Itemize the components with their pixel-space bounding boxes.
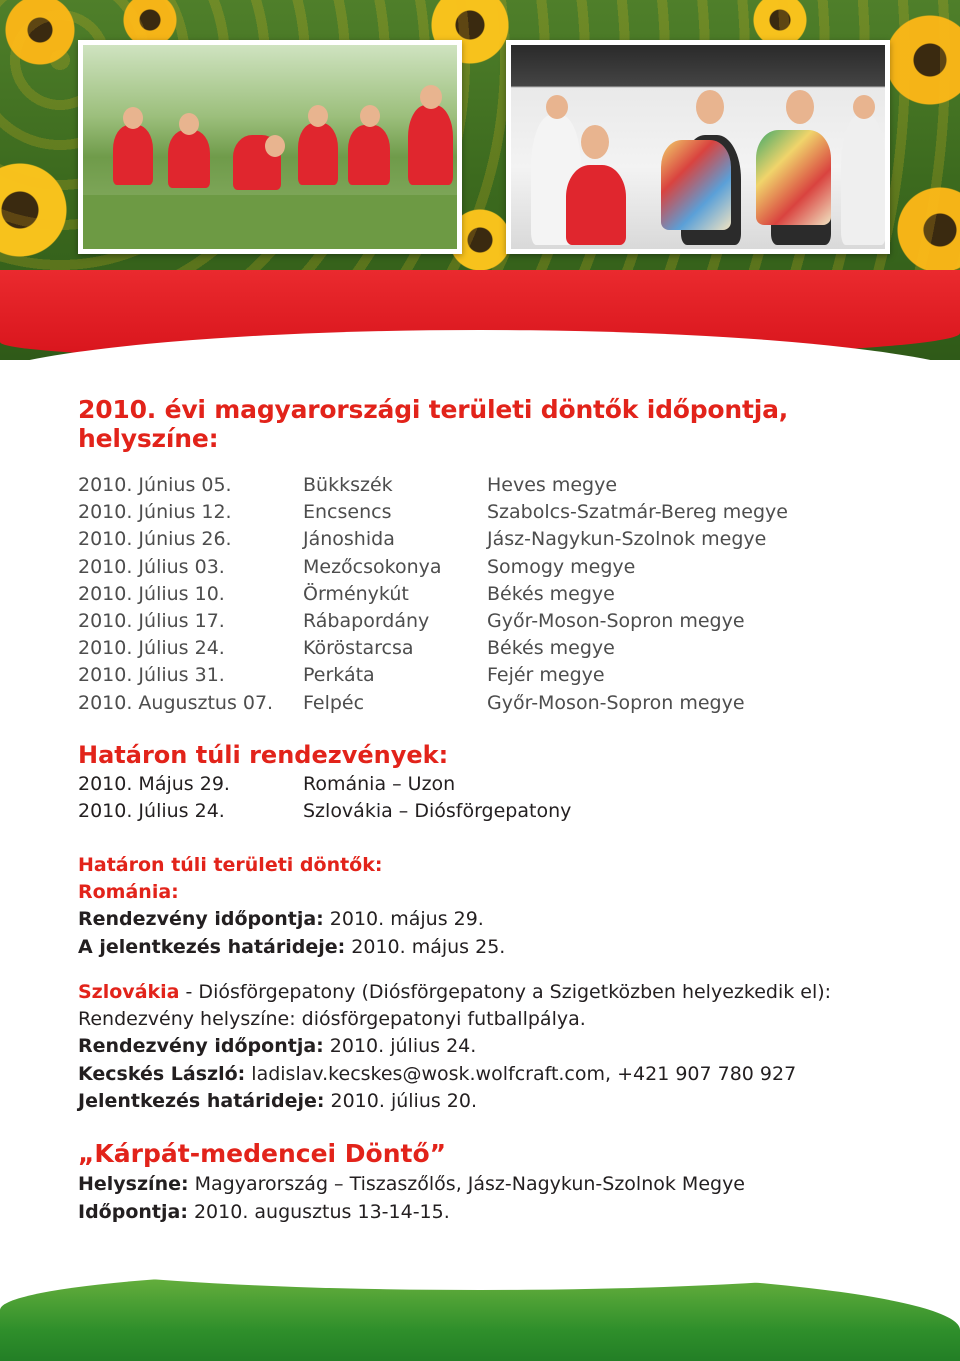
schedule-county: Győr-Moson-Sopron megye xyxy=(487,691,745,714)
final-date-value: 2010. augusztus 13-14-15. xyxy=(187,1200,450,1223)
schedule-row xyxy=(78,472,918,499)
slovakia-contact-label: Kecskés László: xyxy=(78,1062,246,1085)
schedule-date: 2010. Július 10. xyxy=(78,582,225,605)
slovakia-date-value: 2010. július 24. xyxy=(323,1035,477,1058)
photo-game-players xyxy=(78,40,462,254)
schedule-county: Somogy megye xyxy=(487,555,636,578)
schedule-date: 2010. Július 31. xyxy=(78,664,225,687)
final-section xyxy=(78,1171,918,1226)
slovakia-contact-value: ladislav.kecskes@wosk.wolfcraft.com, +421 907 780 927 xyxy=(245,1062,797,1085)
schedule-row xyxy=(78,662,918,689)
schedule-place: Jánoshida xyxy=(303,528,395,551)
schedule-county: Heves megye xyxy=(487,474,618,496)
final-venue-value: Magyarország – Tiszaszőlős, Jász-Nagykun-Szolnok Megye xyxy=(188,1173,745,1196)
schedule-county: Győr-Moson-Sopron megye xyxy=(487,609,745,632)
final-venue-line xyxy=(78,1171,918,1198)
slovakia-date-line xyxy=(78,1033,918,1060)
romania-section xyxy=(78,852,918,961)
schedule-row xyxy=(78,608,918,635)
schedule-county: Fejér megye xyxy=(487,664,605,687)
slovakia-deadline-label: Jelentkezés határideje: xyxy=(78,1090,325,1113)
footer-wave xyxy=(0,1250,960,1361)
schedule-county: Jász-Nagykun-Szolnok megye xyxy=(487,528,767,551)
schedule-place: Perkáta xyxy=(303,664,375,687)
final-venue-label: Helyszíne: xyxy=(78,1173,189,1196)
schedule-place: Mezőcsokonya xyxy=(303,555,442,578)
header-banner xyxy=(0,0,960,360)
abroad-event-row xyxy=(78,798,918,826)
abroad-event-place: Románia – Uzon xyxy=(303,772,456,795)
slovakia-date-label: Rendezvény időpontja: xyxy=(78,1035,324,1058)
schedule-row xyxy=(78,526,918,553)
schedule-county: Szabolcs-Szatmár-Bereg megye xyxy=(487,501,788,524)
slovakia-intro-line xyxy=(78,979,918,1006)
abroad-events-title: Határon túli rendezvények: xyxy=(78,740,449,769)
final-date-line xyxy=(78,1199,918,1226)
slovakia-intro: - Diósförgepatony (Diósförgepatony a Szigetközben helyezkedik el): xyxy=(179,980,832,1003)
schedule-place: Köröstarcsa xyxy=(303,637,414,660)
schedule-date: 2010. Augusztus 07. xyxy=(78,691,274,714)
romania-deadline-value: 2010. május 25. xyxy=(345,935,506,958)
page-title: 2010. évi magyarországi területi döntők időpontja, helyszíne: xyxy=(78,395,789,453)
abroad-event-row xyxy=(78,771,918,799)
slovakia-heading: Szlovákia xyxy=(78,980,180,1003)
schedule-place: Örménykút xyxy=(303,582,409,605)
abroad-events xyxy=(78,771,918,826)
abroad-event-date: 2010. Július 24. xyxy=(78,800,225,823)
slovakia-venue-line: Rendezvény helyszíne: diósförgepatonyi futballpálya. xyxy=(78,1008,586,1031)
slovakia-section xyxy=(78,979,918,1115)
schedule-row xyxy=(78,499,918,526)
schedule-table xyxy=(78,472,918,717)
final-title: „Kárpát-medencei Döntő” xyxy=(78,1139,447,1169)
schedule-county: Békés megye xyxy=(487,637,615,660)
schedule-date: 2010. Július 03. xyxy=(78,555,225,578)
abroad-event-place: Szlovákia – Diósförgepatony xyxy=(303,800,572,823)
slovakia-deadline-line xyxy=(78,1088,918,1115)
photo-award-ceremony xyxy=(506,40,890,254)
schedule-date: 2010. Július 17. xyxy=(78,609,225,632)
schedule-row xyxy=(78,635,918,662)
regional-finals-heading: Határon túli területi döntők: xyxy=(78,853,383,876)
slovakia-contact-line xyxy=(78,1061,918,1088)
abroad-event-date: 2010. Május 29. xyxy=(78,772,230,795)
schedule-date: 2010. Június 05. xyxy=(78,474,232,496)
schedule-place: Rábapordány xyxy=(303,609,430,632)
schedule-place: Felpéc xyxy=(303,691,365,714)
schedule-date: 2010. Július 24. xyxy=(78,637,225,660)
romania-deadline-line xyxy=(78,934,918,961)
final-date-label: Időpontja: xyxy=(78,1200,188,1223)
schedule-row xyxy=(78,690,918,717)
schedule-date: 2010. Június 12. xyxy=(78,501,232,524)
romania-date-value: 2010. május 29. xyxy=(323,908,484,931)
slovakia-deadline-value: 2010. július 20. xyxy=(324,1090,478,1113)
schedule-date: 2010. Június 26. xyxy=(78,528,232,551)
schedule-row xyxy=(78,581,918,608)
schedule-place: Bükkszék xyxy=(303,474,393,496)
main-content xyxy=(78,395,918,1226)
romania-deadline-label: A jelentkezés határideje: xyxy=(78,935,346,958)
schedule-place: Encsencs xyxy=(303,501,392,524)
schedule-county: Békés megye xyxy=(487,582,615,605)
romania-date-line xyxy=(78,906,918,933)
romania-date-label: Rendezvény időpontja: xyxy=(78,908,324,931)
romania-heading: Románia: xyxy=(78,880,179,903)
schedule-row xyxy=(78,554,918,581)
